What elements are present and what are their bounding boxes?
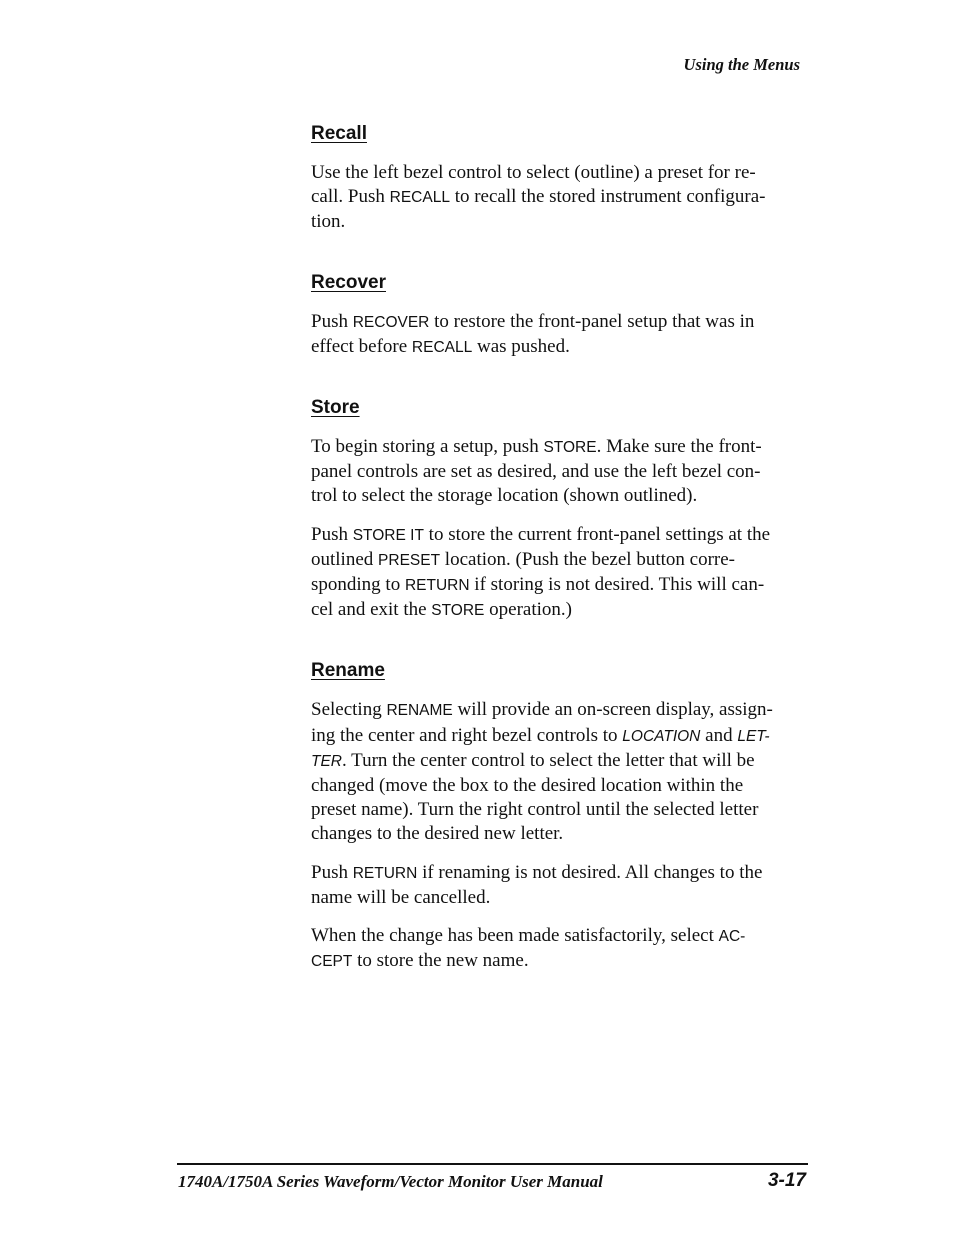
running-head: Using the Menus [683, 55, 800, 74]
paragraph-store-1: To begin storing a setup, push STORE. Make sure the front- panel controls are set as desired, and use the left bezel con- trol to select the storage location (shown outlined). [311, 436, 762, 507]
paragraph-recall: Use the left bezel control to select (outline) a preset for re- call. Push RECALL to recall the stored instrument configura- tion. [311, 162, 766, 233]
paragraph-rename-2: Push RETURN if renaming is not desired. All changes to the name will be cancelled. [311, 861, 763, 908]
section-rename [311, 657, 811, 974]
section-heading-recall: Recall [311, 123, 367, 144]
section-heading-recover: Recover [311, 271, 386, 293]
section-heading-rename: Rename [311, 660, 385, 682]
paragraph-recover: Push RECOVER to restore the front-panel setup that was in effect before RECALL was pushed. [311, 310, 755, 357]
section-heading-store: Store [311, 397, 360, 419]
section-recover [311, 269, 811, 360]
paragraph-rename-3: When the change has been made satisfactorily, select AC- CEPT to store the new name. [311, 925, 746, 972]
paragraph-rename-1: Selecting RENAME will provide an on-screen display, assign- ing the center and right bezel controls to LOCATION and LET- TER. Turn the center control to select the letter that will be changed (move the box to the desired location within the preset name). Turn the right control until the selected letter changes to the desired new letter. [311, 699, 773, 845]
footer-rule [177, 1163, 808, 1165]
section-recall [311, 120, 811, 235]
paragraph-store-2: Push STORE IT to store the current front-panel settings at the outlined PRESET location. (Push the bezel button corre- sponding to RETURN if storing is not desired. This will can- cel and exit the STORE operation.) [311, 523, 771, 621]
page-body [311, 120, 811, 1008]
footer-page-number: 3-17 [767, 1170, 806, 1191]
section-store [311, 394, 811, 623]
footer-manual-title: 1740A/1750A Series Waveform/Vector Monitor User Manual [178, 1172, 603, 1191]
